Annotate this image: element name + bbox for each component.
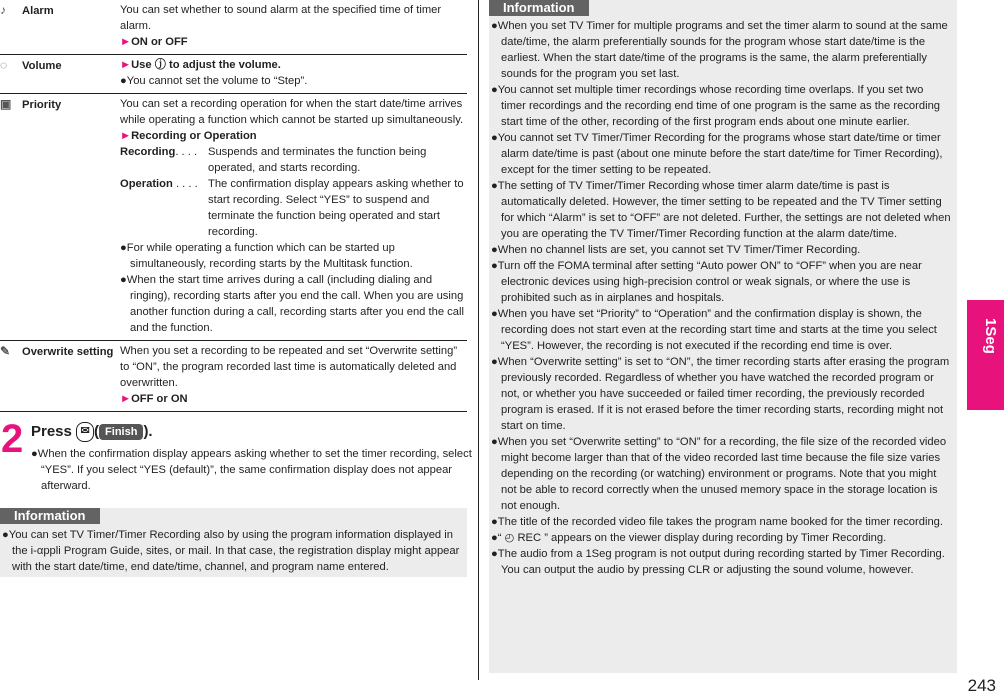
information-body xyxy=(0,525,467,577)
setting-description xyxy=(120,57,467,89)
leader-dots: . . . . xyxy=(175,146,198,158)
setting-row xyxy=(0,0,467,55)
page-number: 243 xyxy=(967,676,996,695)
description-text: You can set a recording operation for when the start date/time arrives while operating a function which cannot be started up simultaneously. xyxy=(120,98,464,126)
information-bullet: ●When “Overwrite setting” is set to “ON”, the timer recording starts after erasing the program previously recorded. Regardless of whether you have watched the recorded program or not, or whether you have succeeded or failed timer recording, the previously recorded program is erased. If it is not erased before the timer recording starts, recording might not start on time. xyxy=(491,356,950,432)
volume-icon: ◌ xyxy=(0,58,8,72)
information-bullet: ●The audio from a 1Seg program is not output during recording started by Timer Recording. You can output the audio by pressing CLR or adjusting the sound volume, however. xyxy=(491,548,945,576)
information-bullet: ●Turn off the FOMA terminal after setting “Auto power ON” to “OFF” when you are near electronic devices using high-precision control or weak signals, or where the use is prohibited such as in airplanes and hospitals. xyxy=(491,260,922,304)
bullet-note: ●When the start time arrives during a call (including dialing and ringing), recording starts after you end the call. When you are using another function during a call, recording starts after you end the call and the function. xyxy=(120,274,464,334)
setting-description xyxy=(120,343,467,407)
setting-options xyxy=(120,391,467,407)
information-bullet: ●When you set TV Timer for multiple programs and set the timer alarm to sound at the same date/time, the alarm preferentially sounds for the program whose start date/time is the earliest. When the start date/time of the programs is the same, the alarm preferentially sounds for the program you set last. xyxy=(491,20,948,80)
setting-options xyxy=(120,128,467,144)
setting-term xyxy=(0,96,120,113)
option-text: Recording or Operation xyxy=(131,130,257,142)
option-text: Use ⓙ to adjust the volume. xyxy=(131,59,281,71)
setting-options xyxy=(120,57,467,73)
triangle-arrow-icon: ► xyxy=(120,130,132,142)
option-value: The confirmation display appears asking whether to start recording. Select “YES” to suspend and terminate the function being operated and start recording. xyxy=(208,178,464,238)
column-divider xyxy=(478,0,479,680)
setting-term-label: Priority xyxy=(22,99,62,111)
setting-row xyxy=(0,341,467,412)
leader-dots: . . . . xyxy=(172,178,198,190)
triangle-arrow-icon: ► xyxy=(120,36,132,48)
description-text: When you set a recording to be repeated and set “Overwrite setting” to “ON”, the program recorded last time is automatically deleted and overwritten. xyxy=(120,345,458,389)
note-icon: ♪ xyxy=(0,3,6,17)
setting-options xyxy=(120,34,467,50)
triangle-arrow-icon: ► xyxy=(120,393,132,405)
setting-row xyxy=(0,94,467,341)
information-label: Information xyxy=(0,508,100,524)
setting-term-label: Overwrite setting xyxy=(22,346,114,358)
triangle-arrow-icon: ► xyxy=(120,59,132,71)
option-definition xyxy=(120,144,467,176)
finish-softkey: Finish xyxy=(99,424,143,440)
priority-icon: ▣ xyxy=(0,97,12,111)
information-bullet: ●The title of the recorded video file takes the program name booked for the timer recording. xyxy=(491,516,944,528)
section-tab-label: 1Seg xyxy=(982,318,999,354)
settings-table xyxy=(0,0,467,412)
setting-term xyxy=(0,343,120,360)
information-body xyxy=(489,17,957,578)
information-bullet: ●You cannot set multiple timer recordings whose recording time overlaps. If you set two timer recordings and the recording end time of one program is the same as the recording start time of the other, recording of the first program ends about one minute earlier. xyxy=(491,84,941,128)
information-bullet: ●You cannot set TV Timer/Timer Recording for the programs whose start date/time or timer alarm date/time is past (about one minute before the start date/time for Timer Recording), except for the timer setting to be repeated. xyxy=(491,132,943,176)
option-text: OFF or ON xyxy=(131,393,188,405)
information-bullet: ●“ ◴ REC ” appears on the viewer display during recording by Timer Recording. xyxy=(491,532,887,544)
step-2 xyxy=(0,417,472,498)
bullet-note: ●For while operating a function which can be started up simultaneously, recording starts by the Multitask function. xyxy=(120,242,413,270)
information-bullet: ●When no channel lists are set, you cannot set TV Timer/Timer Recording. xyxy=(491,244,861,256)
option-key: Operation xyxy=(120,178,173,190)
option-definition xyxy=(120,176,467,240)
setting-term xyxy=(0,2,120,19)
setting-term-label: Volume xyxy=(22,60,62,72)
section-tab xyxy=(967,300,1004,410)
mail-key-icon: ✉ xyxy=(76,422,94,442)
overwrite-icon: ✎ xyxy=(0,344,11,358)
step-instruction: Press ✉ ( Finish ). xyxy=(31,422,153,442)
setting-term-label: Alarm xyxy=(22,5,54,17)
left-column xyxy=(0,0,472,577)
setting-term xyxy=(0,57,120,74)
information-bullet: ●You can set TV Timer/Timer Recording also by using the program information displayed in the i-αppli Program Guide, sites, or mail. In that case, the registration display might appear with the start date/time, end date/time, channel, and program name entered. xyxy=(2,529,460,573)
information-box-left xyxy=(0,508,467,577)
option-text: ON or OFF xyxy=(131,36,188,48)
bullet-note: ●You cannot set the volume to “Step”. xyxy=(120,75,308,87)
setting-row xyxy=(0,55,467,94)
option-value: Suspends and terminates the function being operated, and starts recording. xyxy=(208,146,427,174)
option-key: Recording xyxy=(120,146,176,158)
information-bullet: ●When you have set “Priority” to “Operation” and the confirmation display is shown, the recording does not start even at the recording start time and starts at the time you select “YES”. However, the recording is not executed if the recording end time is over. xyxy=(491,308,937,352)
information-bullet: ●When you set “Overwrite setting” to “ON” for a recording, the file size of the recorded video might become larger than that of the video recorded last time because the file size varies depending on the recording (or watching) environment or programs. Note that you might not be able to record correctly when the unused memory space in the storage location is not enough. xyxy=(491,436,947,512)
description-text: You can set whether to sound alarm at the specified time of timer alarm. xyxy=(120,4,442,32)
information-label: Information xyxy=(489,0,589,16)
setting-description xyxy=(120,2,467,50)
setting-description xyxy=(120,96,467,336)
information-bullet: ●The setting of TV Timer/Timer Recording whose timer alarm date/time is past is automatically deleted. However, the timer setting to be repeated and the TV Timer setting for which “Alarm” is set to “OFF” are not deleted. Further, the settings are not deleted when you are operating the TV Timer/Timer Recording function at the alarm date/time. xyxy=(491,180,951,240)
step-number: 2 xyxy=(1,417,24,461)
information-box-right xyxy=(489,0,957,673)
press-label: Press xyxy=(31,422,72,440)
step-note: ●When the confirmation display appears asking whether to set the timer recording, select “YES”. If you select “YES (default)”, the same confirmation display does not appear afterward. xyxy=(31,448,472,492)
